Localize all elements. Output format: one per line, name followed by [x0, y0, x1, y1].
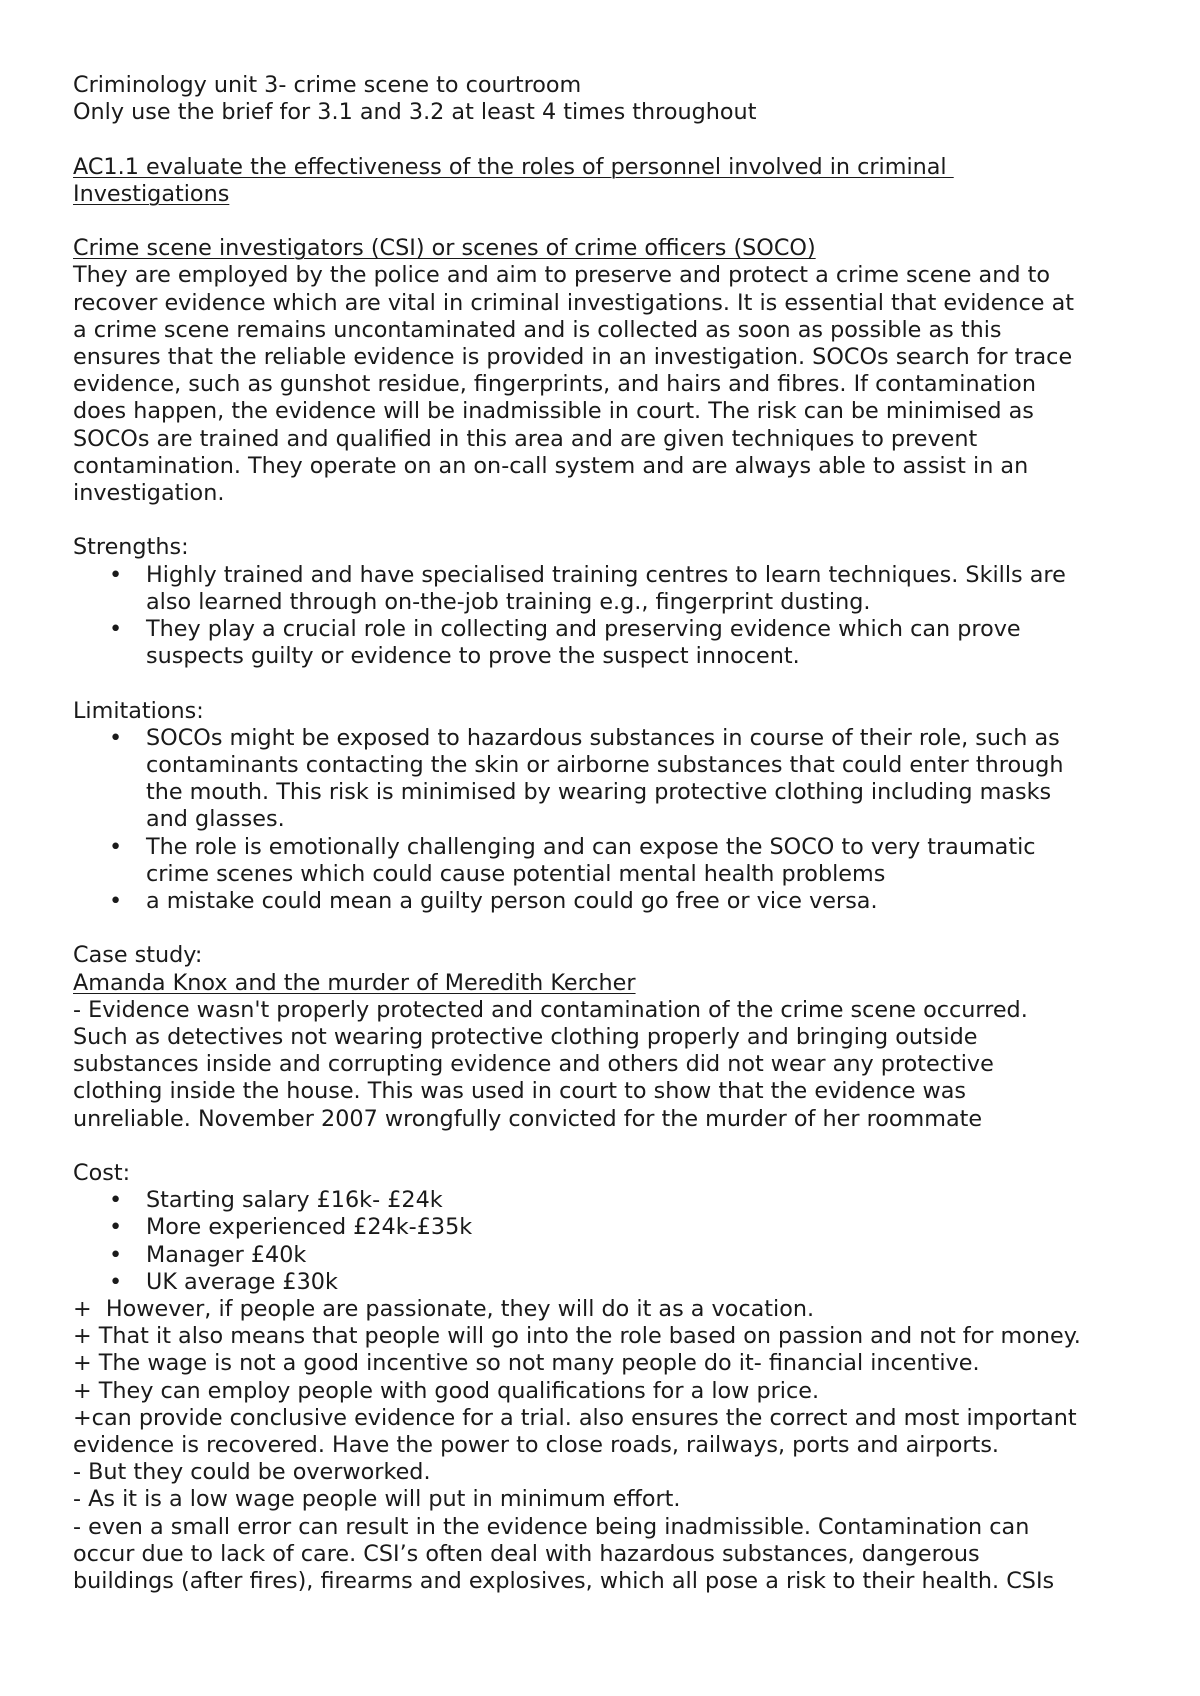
- list-item-line: also learned through on-the-job training e.g., fingerprint dusting.: [146, 588, 871, 615]
- paragraph-line: substances inside and corrupting evidence and others did not wear any protective: [73, 1051, 994, 1078]
- list-item-line: UK average £30k: [146, 1268, 338, 1295]
- paragraph-line: recover evidence which are vital in criminal investigations. It is essential that evidence at: [73, 289, 1074, 316]
- evaluation-line: + However, if people are passionate, they will do it as a vocation.: [73, 1296, 815, 1323]
- spacer: [73, 915, 1143, 942]
- strengths-list: [73, 562, 1143, 671]
- case-study-label: Case study:: [73, 942, 203, 969]
- paragraph-line: clothing inside the house. This was used in court to show that the evidence was: [73, 1078, 967, 1105]
- list-item-line: More experienced £24k-£35k: [146, 1214, 473, 1241]
- evaluation-line: buildings (after fires), firearms and explosives, which all pose a risk to their health. CSIs: [73, 1568, 1055, 1595]
- evaluation-line: occur due to lack of care. CSI’s often deal with hazardous substances, dangerous: [73, 1540, 980, 1567]
- paragraph-line: investigation.: [73, 480, 225, 507]
- evaluation-line: + They can employ people with good qualifications for a low price.: [73, 1377, 820, 1404]
- cost-list: [73, 1187, 1143, 1296]
- csi-heading: Crime scene investigators (CSI) or scenes of crime officers (SOCO): [73, 235, 816, 262]
- cost-evaluation: [73, 1296, 1143, 1595]
- spacer: [73, 126, 1143, 153]
- list-item-line: suspects guilty or evidence to prove the suspect innocent.: [146, 643, 800, 670]
- list-item: [73, 888, 1143, 915]
- evaluation-line: +can provide conclusive evidence for a trial. also ensures the correct and most important: [73, 1404, 1077, 1431]
- cost-label: Cost:: [73, 1160, 131, 1187]
- list-item: [73, 1214, 1143, 1241]
- list-item: [73, 562, 1143, 616]
- paragraph-line: a crime scene remains uncontaminated and is collected as soon as possible as this: [73, 316, 1002, 343]
- list-item-line: and glasses.: [146, 806, 285, 833]
- list-item-line: They play a crucial role in collecting and preserving evidence which can prove: [146, 616, 1021, 643]
- csi-paragraph: [73, 262, 1143, 507]
- list-item-line: SOCOs might be exposed to hazardous substances in course of their role, such as: [146, 724, 1060, 751]
- list-item-line: the mouth. This risk is minimised by wearing protective clothing including masks: [146, 779, 1052, 806]
- list-item: [73, 616, 1143, 670]
- bullet-icon: •: [109, 616, 123, 643]
- evaluation-line: + That it also means that people will go into the role based on passion and not for money.: [73, 1323, 1081, 1350]
- list-item-line: a mistake could mean a guilty person could go free or vice versa.: [146, 888, 878, 915]
- document-title: Criminology unit 3- crime scene to courtroom: [73, 72, 582, 98]
- case-study-title: Amanda Knox and the murder of Meredith Kercher: [73, 969, 636, 996]
- list-item-line: Manager £40k: [146, 1241, 307, 1268]
- case-study-paragraph: [73, 997, 1143, 1133]
- paragraph-line: - Evidence wasn't properly protected and contamination of the crime scene occurred.: [73, 996, 1028, 1023]
- paragraph-line: contamination. They operate on an on-call system and are always able to assist in an: [73, 452, 1029, 479]
- bullet-icon: •: [109, 1187, 123, 1214]
- list-item-line: crime scenes which could cause potential mental health problems: [146, 860, 886, 887]
- bullet-icon: •: [109, 833, 123, 860]
- evaluation-line: - As it is a low wage people will put in minimum effort.: [73, 1486, 681, 1513]
- spacer: [73, 670, 1143, 697]
- list-item: [73, 1269, 1143, 1296]
- evaluation-line: - But they could be overworked.: [73, 1459, 431, 1486]
- spacer: [73, 208, 1143, 235]
- paragraph-line: Such as detectives not wearing protective clothing properly and bringing outside: [73, 1024, 978, 1051]
- evaluation-line: evidence is recovered. Have the power to close roads, railways, ports and airports.: [73, 1432, 1000, 1459]
- strengths-label: Strengths:: [73, 534, 189, 561]
- bullet-icon: •: [109, 724, 123, 751]
- bullet-icon: •: [109, 888, 123, 915]
- list-item-line: Highly trained and have specialised training centres to learn techniques. Skills are: [146, 561, 1066, 588]
- brief-note: Only use the brief for 3.1 and 3.2 at least 4 times throughout: [73, 99, 757, 126]
- list-item: [73, 834, 1143, 888]
- bullet-icon: •: [109, 1268, 123, 1295]
- paragraph-line: SOCOs are trained and qualified in this area and are given techniques to prevent: [73, 425, 978, 452]
- list-item-line: Starting salary £16k- £24k: [146, 1187, 443, 1214]
- ac-heading-line-2: Investigations: [73, 180, 230, 207]
- list-item-line: contaminants contacting the skin or airborne substances that could enter through: [146, 752, 1064, 779]
- paragraph-line: does happen, the evidence will be inadmissible in court. The risk can be minimised as: [73, 398, 1034, 425]
- list-item-line: The role is emotionally challenging and can expose the SOCO to very traumatic: [146, 833, 1036, 860]
- bullet-icon: •: [109, 561, 123, 588]
- paragraph-line: unreliable. November 2007 wrongfully convicted for the murder of her roommate: [73, 1105, 983, 1132]
- paragraph-line: They are employed by the police and aim to preserve and protect a crime scene and to: [73, 262, 1050, 289]
- bullet-icon: •: [109, 1214, 123, 1241]
- ac-heading-line-1: AC1.1 evaluate the effectiveness of the roles of personnel involved in criminal: [73, 153, 954, 180]
- spacer: [73, 1133, 1143, 1160]
- evaluation-line: + The wage is not a good incentive so not many people do it- financial incentive.: [73, 1350, 980, 1377]
- evaluation-line: - even a small error can result in the evidence being inadmissible. Contamination can: [73, 1513, 1030, 1540]
- list-item: [73, 1242, 1143, 1269]
- document-page: [73, 72, 1143, 1595]
- bullet-icon: •: [109, 1241, 123, 1268]
- list-item: [73, 1187, 1143, 1214]
- spacer: [73, 507, 1143, 534]
- limitations-label: Limitations:: [73, 697, 204, 724]
- list-item: [73, 725, 1143, 834]
- paragraph-line: evidence, such as gunshot residue, fingerprints, and hairs and fibres. If contamination: [73, 371, 1036, 398]
- limitations-list: [73, 725, 1143, 915]
- paragraph-line: ensures that the reliable evidence is provided in an investigation. SOCOs search for trace: [73, 344, 1073, 370]
